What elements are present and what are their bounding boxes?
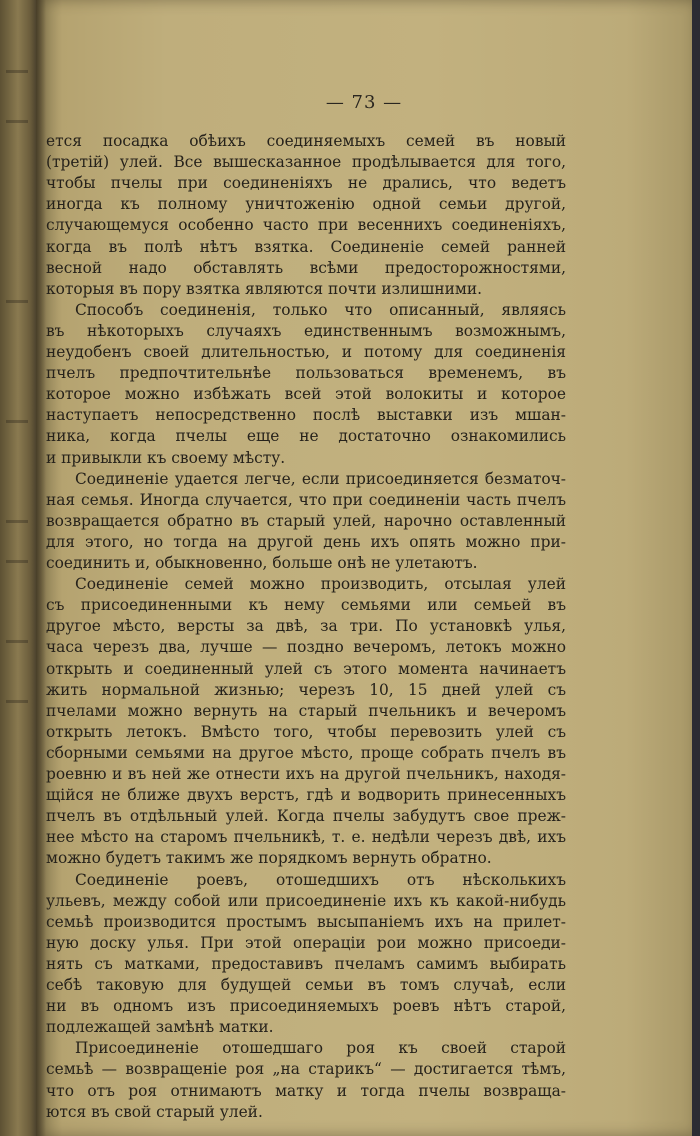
- text-line: пчелъ предпочтительнѣе пользоваться временемъ, въ: [46, 364, 566, 383]
- text-line: въ нѣкоторыхъ случаяхъ единственнымъ возможнымъ,: [46, 321, 566, 340]
- text-line: ную доску улья. При этой операціи рои можно присоеди-: [46, 933, 566, 952]
- text-line: для этого, но тогда на другой день ихъ опять можно при-: [46, 532, 566, 551]
- text-line: другое мѣсто, версты за двѣ, за три. По установкѣ улья,: [46, 617, 566, 636]
- text-line: весной надо обставлять всѣми предосторожностями,: [46, 258, 566, 277]
- text-line: (третій) улей. Все вышесказанное продѣлывается для того,: [46, 153, 566, 172]
- text-line: Соединеніе семей можно производить, отсылая улей: [75, 575, 566, 594]
- text-line: иногда къ полному уничтоженію одной семьи другой,: [46, 195, 566, 214]
- text-line: пчелъ въ отдѣльный улей. Когда пчелы забудутъ свое преж-: [46, 807, 566, 826]
- text-line: Соединеніе роевъ, отошедшихъ отъ нѣсколькихъ: [75, 870, 566, 889]
- text-line: Соединеніе удается легче, если присоединяется безматоч-: [75, 469, 566, 488]
- text-line: открыть и соединенный улей съ этого момента начинаетъ: [46, 659, 566, 678]
- text-line: ются въ свой старый улей.: [46, 1102, 263, 1121]
- text-line: нять съ матками, предоставивъ пчеламъ самимъ выбирать: [46, 954, 566, 973]
- text-line: возвращается обратно въ старый улей, нарочно оставленный: [46, 511, 566, 530]
- text-line: нее мѣсто на старомъ пчельникѣ, т. е. недѣли черезъ двѣ, ихъ: [46, 828, 566, 847]
- text-line: ется посадка обѣихъ соединяемыхъ семей въ новый: [46, 132, 566, 150]
- text-line: себѣ таковую для будущей семьи въ томъ случаѣ, если: [46, 976, 566, 994]
- text-line: пчелами можно вернуть на старый пчельникъ и вечеромъ: [46, 701, 566, 720]
- text-line: чтобы пчелы при соединеніяхъ не дрались, что ведетъ: [46, 174, 566, 193]
- text-line: ульевъ, между собой или присоединеніе ихъ къ какой-нибудь: [46, 891, 566, 910]
- text-line: и привыкли къ своему мѣсту.: [46, 448, 286, 467]
- text-line: ни въ одномъ изъ присоединяемыхъ роевъ нѣтъ старой,: [46, 997, 566, 1016]
- text-line: сборными семьями на другое мѣсто, проще собрать пчелъ въ: [46, 743, 566, 762]
- previous-page-edge: [0, 0, 40, 1136]
- text-line: когда въ полѣ нѣтъ взятка. Соединеніе семей ранней: [46, 237, 566, 256]
- text-line: можно будетъ такимъ же порядкомъ вернуть обратно.: [46, 849, 492, 868]
- text-line: щійся не ближе двухъ верстъ, гдѣ и водворить принесенныхъ: [46, 786, 566, 805]
- text-line: съ присоединенными къ нему семьями или семьей въ: [46, 596, 566, 615]
- text-line: ника, когда пчелы еще не достаточно ознакомились: [46, 427, 566, 446]
- text-line: семьѣ производится простымъ высыпаніемъ ихъ на прилет-: [46, 912, 566, 931]
- text-line: соединить и, обыкновенно, больше онѣ не улетаютъ.: [46, 554, 478, 572]
- text-line: Присоединеніе отошедшаго роя къ своей старой: [75, 1039, 566, 1058]
- text-line: которое можно избѣжать всей этой волокиты и которое: [46, 385, 566, 404]
- text-line: роевню и въ ней же отнести ихъ на другой пчельникъ, находя-: [46, 765, 566, 783]
- text-line: случающемуся особенно часто при весеннихъ соединеніяхъ,: [46, 216, 566, 235]
- text-line: открыть летокъ. Вмѣсто того, чтобы перевозить улей съ: [46, 722, 566, 741]
- text-line: жить нормальной жизнью; черезъ 10, 15 дней улей съ: [46, 680, 566, 699]
- book-page: [36, 0, 692, 1136]
- text-line: часа черезъ два, лучше — поздно вечеромъ, летокъ можно: [46, 638, 566, 657]
- text-line: которыя въ пору взятка являются почти излишними.: [46, 279, 483, 298]
- text-line: подлежащей замѣнѣ матки.: [46, 1018, 274, 1037]
- page-text: [36, 132, 692, 1121]
- text-line: что отъ роя отнимаютъ матку и тогда пчелы возвраща-: [46, 1081, 566, 1100]
- page-number: — 73 —: [325, 92, 403, 113]
- text-line: неудобенъ своей длительностью, и потому для соединенія: [46, 343, 566, 361]
- text-line: Способъ соединенія, только что описанный, являясь: [75, 300, 566, 319]
- page-gutter-shadow: [36, 0, 46, 1136]
- text-line: ная семья. Иногда случается, что при соединеніи часть пчелъ: [46, 490, 566, 509]
- text-line: наступаетъ непосредственно послѣ выставки изъ мшан-: [46, 406, 566, 425]
- text-line: семьѣ — возвращеніе роя „на старикъ“ — достигается тѣмъ,: [46, 1060, 566, 1079]
